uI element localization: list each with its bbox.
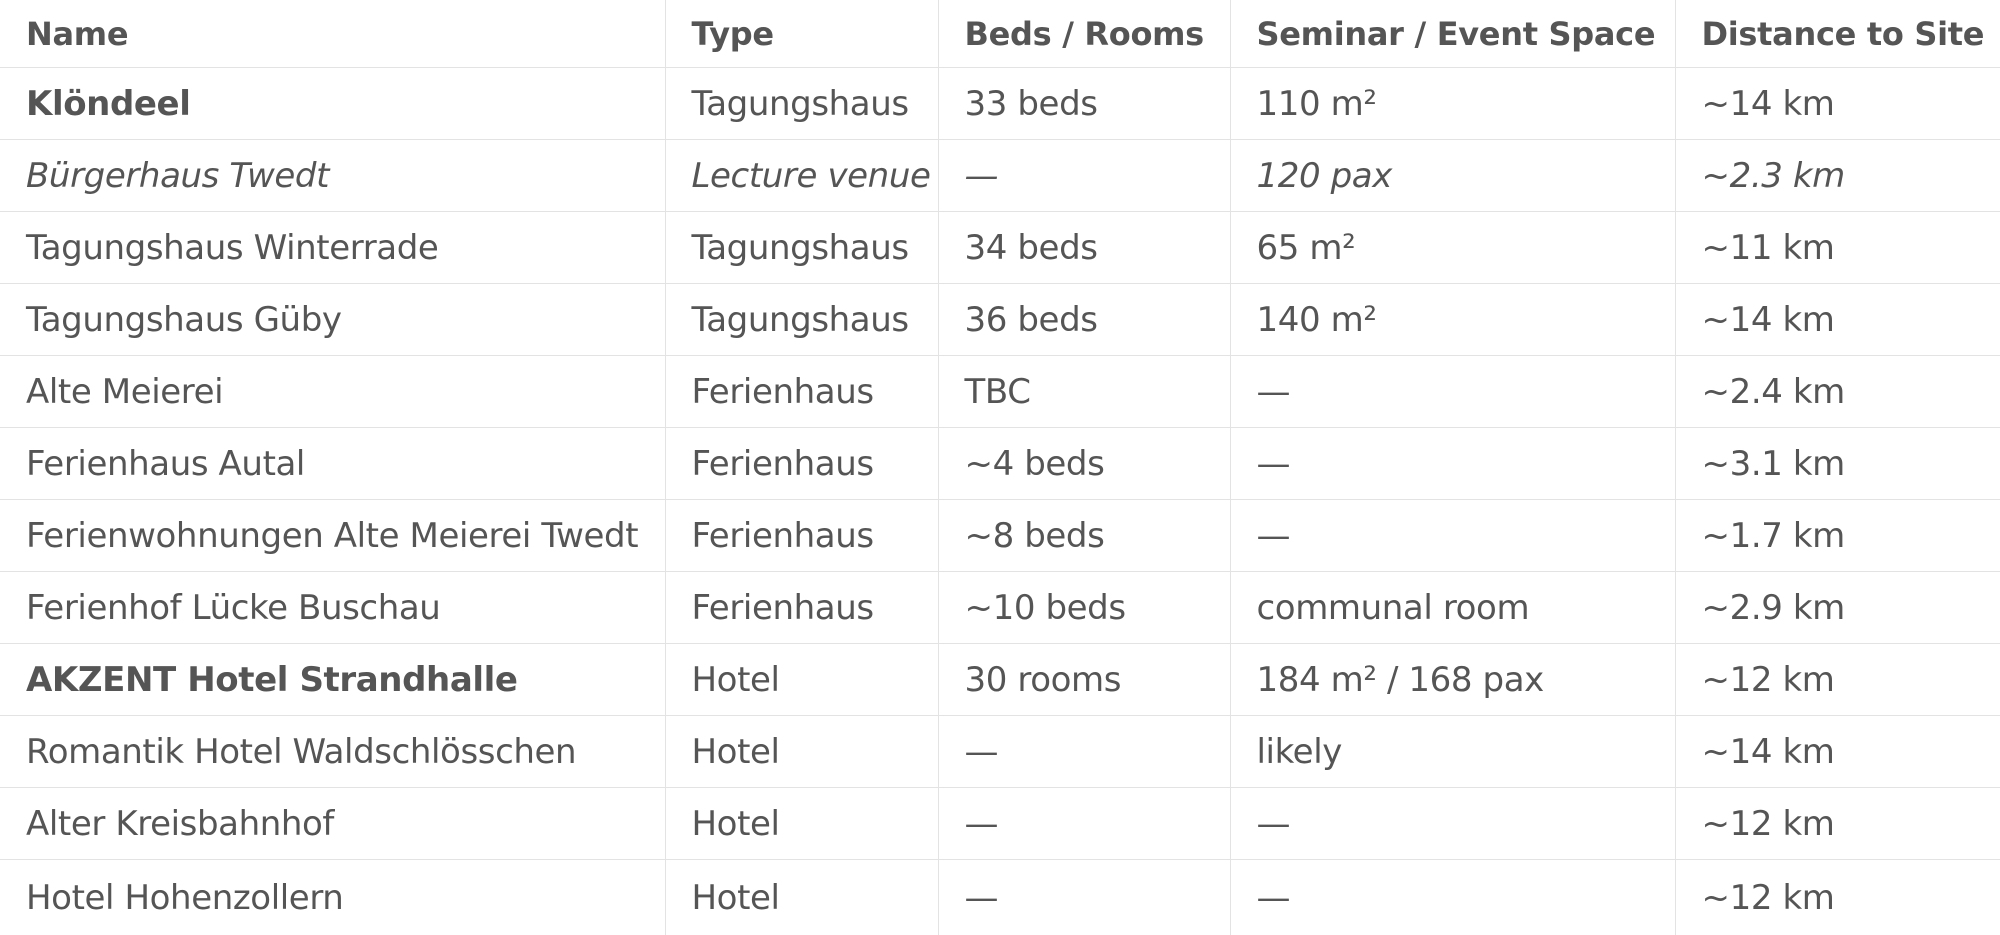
header-row [0, 0, 2000, 68]
name-cell: Tagungshaus Güby [0, 284, 665, 356]
table-row [0, 500, 2000, 572]
space-cell: communal room [1230, 572, 1675, 644]
name-cell: Ferienhaus Autal [0, 428, 665, 500]
beds-cell: — [938, 860, 1230, 935]
space-cell: — [1230, 860, 1675, 935]
space-cell: 110 m² [1230, 68, 1675, 140]
type-cell: Lecture venue [665, 140, 938, 212]
table-row [0, 860, 2000, 935]
name-cell: Alte Meierei [0, 356, 665, 428]
distance-cell: ~14 km [1675, 284, 2000, 356]
space-cell: 140 m² [1230, 284, 1675, 356]
type-cell: Ferienhaus [665, 428, 938, 500]
header-distance: Distance to Site [1675, 0, 2000, 68]
table-row [0, 212, 2000, 284]
name-cell: Alter Kreisbahnhof [0, 788, 665, 860]
beds-cell: ~4 beds [938, 428, 1230, 500]
header-event-space: Seminar / Event Space [1230, 0, 1675, 68]
type-cell: Ferienhaus [665, 500, 938, 572]
space-cell: 184 m² / 168 pax [1230, 644, 1675, 716]
space-cell: — [1230, 500, 1675, 572]
table-row [0, 716, 2000, 788]
name-cell: Klöndeel [0, 68, 665, 140]
space-cell: likely [1230, 716, 1675, 788]
table-row [0, 572, 2000, 644]
distance-cell: ~11 km [1675, 212, 2000, 284]
beds-cell: — [938, 140, 1230, 212]
distance-cell: ~12 km [1675, 860, 2000, 935]
name-cell: Romantik Hotel Waldschlösschen [0, 716, 665, 788]
distance-cell: ~2.3 km [1675, 140, 2000, 212]
name-cell: Ferienwohnungen Alte Meierei Twedt [0, 500, 665, 572]
beds-cell: — [938, 788, 1230, 860]
space-cell: — [1230, 428, 1675, 500]
table-row [0, 788, 2000, 860]
beds-cell: 30 rooms [938, 644, 1230, 716]
name-cell: Hotel Hohenzollern [0, 860, 665, 935]
space-cell: — [1230, 356, 1675, 428]
table-row [0, 428, 2000, 500]
distance-cell: ~12 km [1675, 644, 2000, 716]
type-cell: Tagungshaus [665, 212, 938, 284]
distance-cell: ~3.1 km [1675, 428, 2000, 500]
type-cell: Tagungshaus [665, 68, 938, 140]
type-cell: Hotel [665, 716, 938, 788]
type-cell: Hotel [665, 644, 938, 716]
space-cell: 120 pax [1230, 140, 1675, 212]
distance-cell: ~1.7 km [1675, 500, 2000, 572]
distance-cell: ~2.9 km [1675, 572, 2000, 644]
space-cell: — [1230, 788, 1675, 860]
distance-cell: ~12 km [1675, 788, 2000, 860]
beds-cell: 33 beds [938, 68, 1230, 140]
table-row [0, 644, 2000, 716]
name-cell: Tagungshaus Winterrade [0, 212, 665, 284]
name-cell: AKZENT Hotel Strandhalle [0, 644, 665, 716]
header-name: Name [0, 0, 665, 68]
type-cell: Tagungshaus [665, 284, 938, 356]
header-type: Type [665, 0, 938, 68]
type-cell: Hotel [665, 788, 938, 860]
beds-cell: ~8 beds [938, 500, 1230, 572]
distance-cell: ~14 km [1675, 716, 2000, 788]
type-cell: Ferienhaus [665, 572, 938, 644]
header-beds-rooms: Beds / Rooms [938, 0, 1230, 68]
beds-cell: ~10 beds [938, 572, 1230, 644]
table-row [0, 68, 2000, 140]
beds-cell: — [938, 716, 1230, 788]
table-row [0, 284, 2000, 356]
table-row [0, 356, 2000, 428]
distance-cell: ~2.4 km [1675, 356, 2000, 428]
type-cell: Ferienhaus [665, 356, 938, 428]
beds-cell: TBC [938, 356, 1230, 428]
table-row [0, 140, 2000, 212]
distance-cell: ~14 km [1675, 68, 2000, 140]
space-cell: 65 m² [1230, 212, 1675, 284]
name-cell: Bürgerhaus Twedt [0, 140, 665, 212]
type-cell: Hotel [665, 860, 938, 935]
name-cell: Ferienhof Lücke Buschau [0, 572, 665, 644]
beds-cell: 36 beds [938, 284, 1230, 356]
beds-cell: 34 beds [938, 212, 1230, 284]
